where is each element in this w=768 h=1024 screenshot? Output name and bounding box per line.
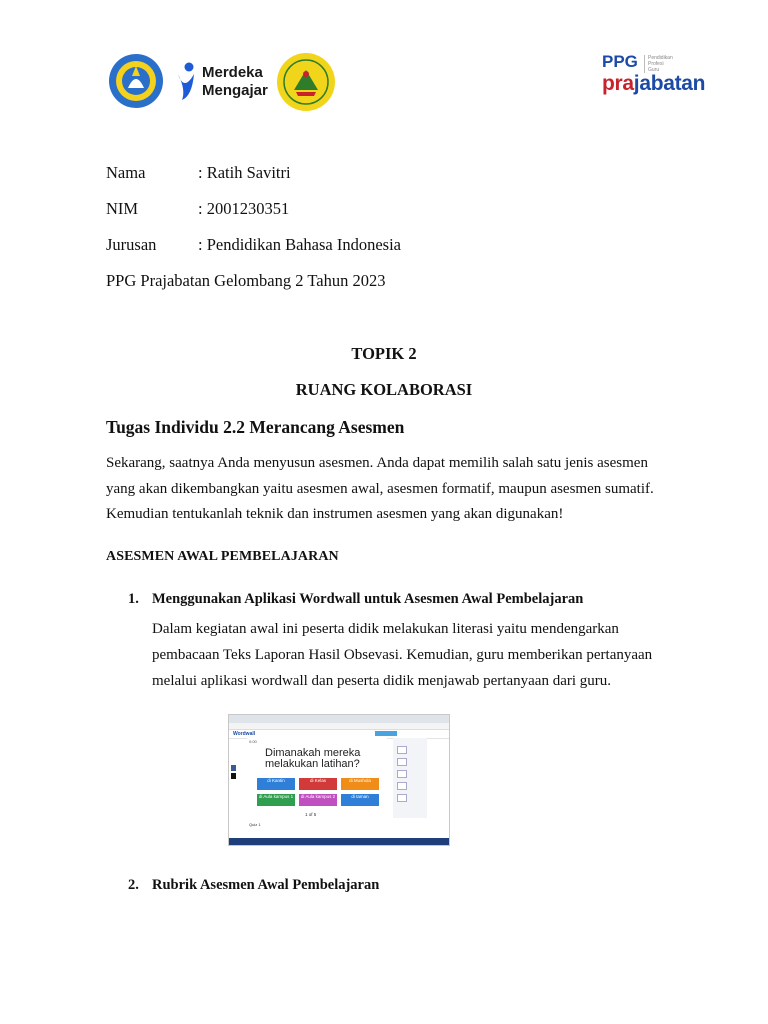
prajabatan-part1: pra (602, 72, 634, 95)
header-logos (108, 52, 718, 112)
theme-option (397, 758, 407, 766)
theme-option (397, 746, 407, 754)
wordwall-screenshot (228, 714, 450, 846)
merdeka-mengajar-logo (174, 60, 266, 104)
nim-row (106, 199, 289, 219)
university-seal-logo (276, 52, 336, 112)
quiz-panel (247, 738, 387, 828)
task-heading: Tugas Individu 2.2 Merancang Asesmen (106, 417, 405, 437)
topic-heading: TOPIK 2 (351, 344, 417, 363)
name-label: Nama (106, 163, 146, 182)
intro-line: Kemudian tentukanlah teknik dan instrumen asesmen yang akan digunakan! (106, 506, 564, 522)
merdeka-line1: Merdeka (202, 64, 263, 81)
answer-tile: di Kantin (257, 778, 295, 790)
jurusan-value: : Pendidikan Bahasa Indonesia (198, 235, 401, 254)
prajabatan-part2: jabatan (633, 72, 706, 95)
intro-line: yang akan dikembangkan yaitu asesmen awal, asesmen formatif, maupun asesmen sumatif. (106, 480, 654, 497)
intro-paragraph (106, 451, 662, 528)
theme-option (397, 794, 407, 802)
item-1-line: melalui aplikasi wordwall dan peserta didik menjawab pertanyaan dari guru. (152, 673, 612, 689)
theme-sidebar (393, 738, 427, 818)
quiz-pager: 1 of 5 (305, 812, 317, 817)
item-1-paragraph (152, 616, 661, 694)
quiz-timer: 0:00 (249, 739, 257, 744)
tut-wuri-handayani-logo (108, 52, 164, 110)
windows-taskbar (229, 838, 449, 845)
answer-tile: di Aula kampus 2 (299, 794, 337, 806)
jurusan-row (106, 235, 401, 255)
theme-option (397, 770, 407, 778)
answer-tile: di Aula kampus 1 (257, 794, 295, 806)
program-line: PPG Prajabatan Gelombang 2 Tahun 2023 (106, 271, 386, 290)
theme-option (397, 782, 407, 790)
quiz-question-line: melakukan latihan? (265, 758, 360, 770)
ppg-logo-text: PPG (602, 52, 638, 71)
answer-tile: di taman (341, 794, 379, 806)
nim-value: : 2001230351 (198, 199, 290, 218)
nim-label: NIM (106, 199, 139, 218)
item-2-number: 2. (128, 877, 139, 893)
intro-line: Sekarang, saatnya Anda menyusun asesmen. Anda dapat memilih salah satu jenis asesmen (106, 455, 648, 471)
quiz-label: Quiz 1 (249, 822, 261, 827)
item-1-line: Dalam kegiatan awal ini peserta didik melakukan literasi yaitu mendengarkan (152, 621, 619, 637)
item-1-title: Menggunakan Aplikasi Wordwall untuk Asesmen Awal Pembelajaran (152, 591, 584, 607)
quiz-question-line: Dimanakah mereka (265, 747, 361, 759)
merdeka-line2: Mengajar (202, 82, 268, 99)
quiz-question (265, 748, 360, 770)
name-row (106, 163, 291, 183)
item-1-number: 1. (128, 591, 139, 607)
ppg-logo-subtext: Pendidikan Profesi Guru (644, 55, 670, 73)
answer-tile: di Mushola (341, 778, 379, 790)
answer-tile: di Kelas (299, 778, 337, 790)
prajabatan-logo-text (602, 72, 705, 96)
wordwall-brand: Wordwall (233, 731, 256, 737)
share-icon (231, 773, 236, 779)
ruang-heading: RUANG KOLABORASI (295, 380, 473, 399)
browser-url-bar (229, 723, 449, 730)
item-2-title: Rubrik Asesmen Awal Pembelajaran (152, 877, 380, 893)
wordwall-create-button (375, 731, 397, 736)
section-heading: ASESMEN AWAL PEMBELAJARAN (106, 549, 339, 564)
jurusan-label: Jurusan (106, 235, 157, 254)
name-value: : Ratih Savitri (198, 163, 291, 182)
item-1-line: pembacaan Teks Laporan Hasil Obsevasi. Kemudian, guru memberikan pertanyaan (152, 647, 653, 663)
facebook-share-icon (231, 765, 236, 771)
merdeka-figure-icon (174, 62, 198, 102)
browser-tab-bar (229, 715, 449, 723)
ppg-prajabatan-logo (598, 52, 718, 100)
